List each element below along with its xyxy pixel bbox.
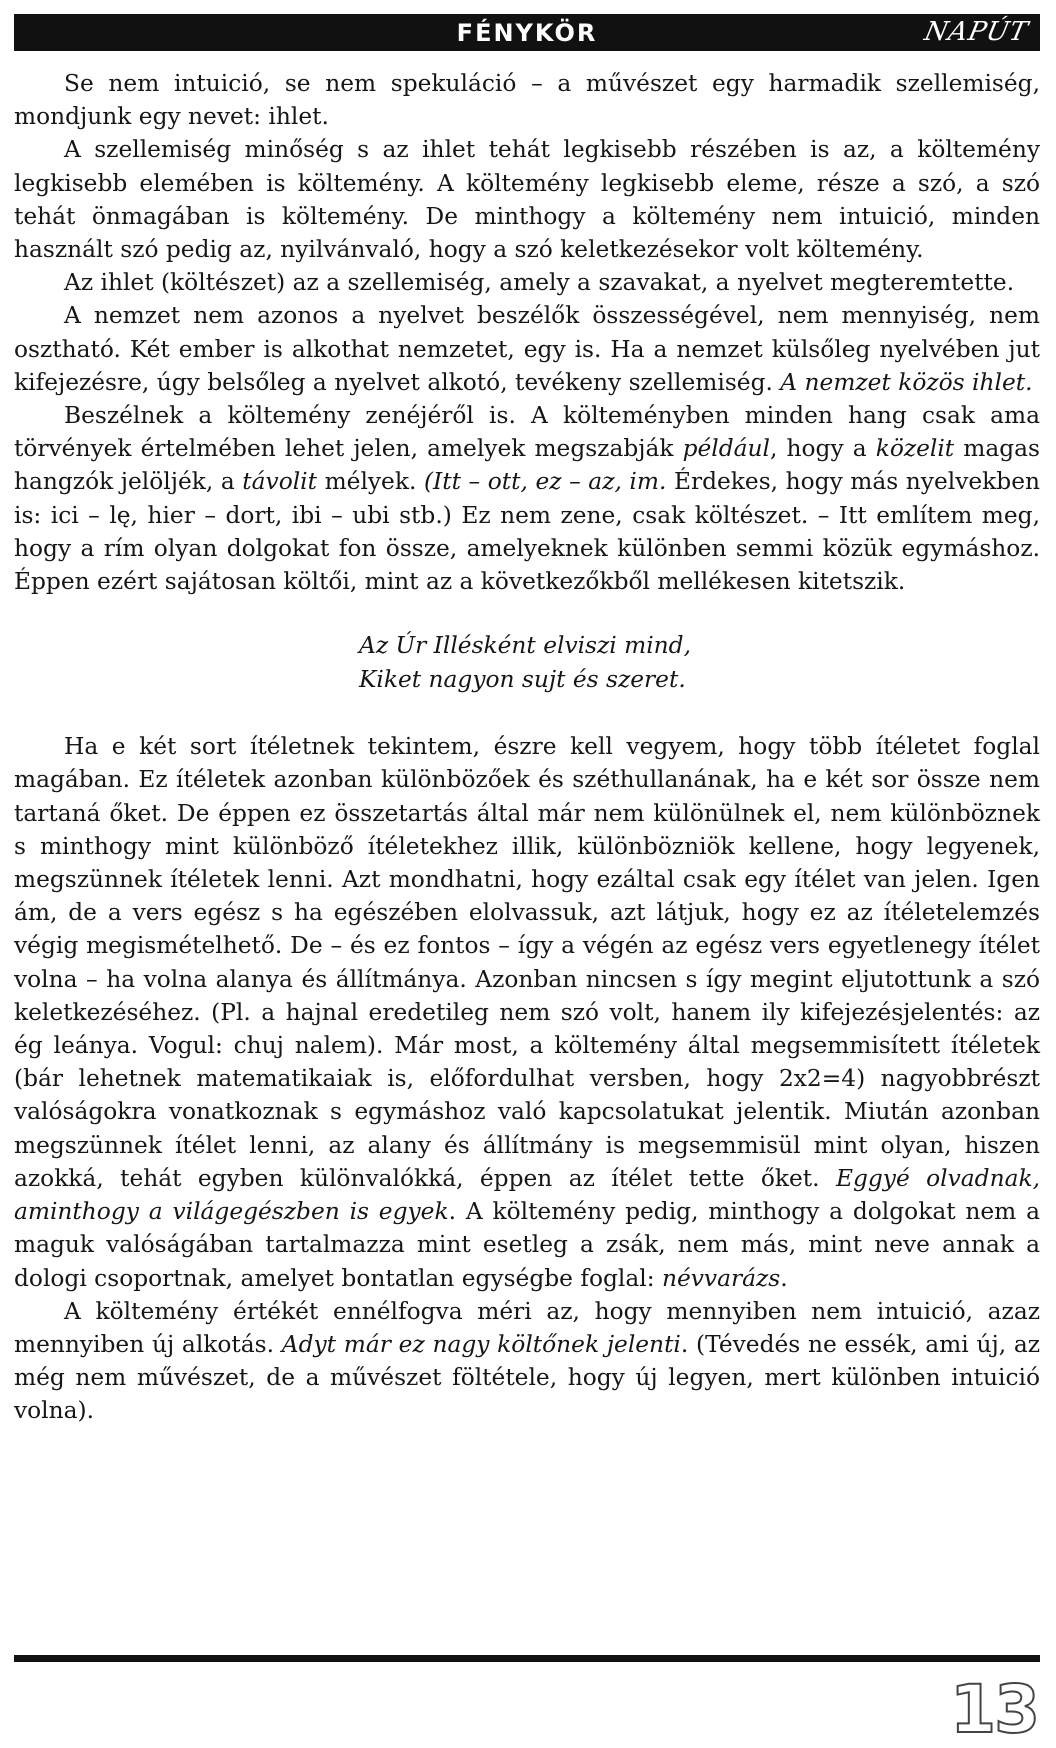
- paragraph-text: Érdekes, hogy más nyelvekben is: ici – lę, hier – dort, ibi – ubi stb.) Ez nem zene, csak költészet. – Itt említem meg, hogy a rím olyan dolgokat fon össze, amelyeknek különben semmi közük egymáshoz. Éppen ezért sajátosan költői, mint az a következőkből mellékesen kitetszik.: [14, 468, 1040, 596]
- verse-line: Az Úr Illésként elviszi mind,: [359, 632, 692, 660]
- paragraph-text: A nemzet nem azonos a nyelvet beszélők összességével, nem mennyiség, nem osztható. Két ember is alkothat nemzetet, egy is. Ha a nemzet külsőleg nyelvében jut kifejezésre, úgy belsőleg a nyelvet alkotó, tevékeny szellemiség.: [14, 302, 1040, 396]
- emphasis-text: Eggyé olvadnak, aminthogy a világegészben is egyek: [14, 1164, 1040, 1226]
- paragraph: [14, 1295, 1040, 1428]
- emphasis-text: közelit: [875, 435, 955, 463]
- page-number: 13: [950, 1671, 1038, 1748]
- paragraph: [14, 133, 1040, 266]
- emphasis-text: A nemzet közös ihlet.: [780, 368, 1033, 396]
- paragraph-text: , hogy a: [770, 435, 876, 463]
- paragraph: [14, 266, 1040, 299]
- emphasis-text: távolit: [242, 468, 317, 496]
- emphasis-text: Adyt már ez nagy költőnek jelenti: [281, 1330, 681, 1358]
- paragraph: [14, 730, 1040, 1294]
- paragraph-text: Beszélnek a költemény zenéjéről is. A költeményben minden hang csak ama törvények értelmében lehet jelen, amelyek megszabják: [14, 402, 1040, 463]
- paragraph-text: Az ihlet (költészet) az a szellemiség, amely a szavakat, a nyelvet megteremtette.: [64, 269, 1015, 297]
- verse-line: Kiket nagyon sujt és szeret.: [359, 666, 686, 694]
- paragraph-text: .: [780, 1264, 788, 1292]
- emphasis-text: (Itt – ott, ez – az, im.: [423, 468, 667, 496]
- header-bar: [14, 14, 1040, 51]
- paragraph-text: . (Tévedés ne essék, ami új, az még nem művészet, de a művészet föltétele, hogy új legyen, mert különben intuició volna).: [14, 1330, 1041, 1425]
- paragraph: [14, 299, 1040, 399]
- paragraph-text: . A költemény pedig, minthogy a dolgokat nem a maguk valóságában tartalmazza mint esetleg a zsák, nem más, mint neve annak a dologi csoportnak, amelyet bontatlan egységbe foglal:: [14, 1198, 1040, 1292]
- article-body: [14, 67, 1040, 1428]
- bottom-rule: [14, 1655, 1040, 1662]
- paragraphs-bottom: [14, 730, 1040, 1427]
- paragraph-text: magas hangzók jelöljék, a: [14, 435, 1041, 496]
- verse-quote: [14, 629, 1040, 697]
- section-title: FÉNYKÖR: [456, 19, 598, 47]
- magazine-logo: NAPÚT: [921, 17, 1032, 47]
- paragraph: [14, 399, 1040, 598]
- paragraph-text: Se nem intuició, se nem spekuláció – a művészet egy harmadik szellemiség, mondjunk egy nevet: ihlet.: [14, 70, 1040, 131]
- paragraphs-top: [14, 67, 1040, 598]
- emphasis-text: névvarázs: [661, 1264, 781, 1292]
- paragraph: [14, 67, 1040, 133]
- emphasis-text: például: [682, 435, 771, 463]
- paragraph-text: A költemény értékét ennélfogva méri az, hogy mennyiben nem intuició, azaz mennyiben új alkotás.: [14, 1297, 1040, 1358]
- paragraph-text: mélyek.: [317, 468, 424, 496]
- paragraph-text: Ha e két sort ítéletnek tekintem, észre kell vegyem, hogy több ítéletet foglal magában. Ez ítéletek azonban különbözőek és széthullanának, ha e két sor össze nem tartaná őket. De éppen ez összetartás által már nem különülnek el, nem különböznek s minthogy mint különböző ítéletekhez illik, különbözniök kellene, hogy legyenek, megszünnek ítéletek lenni. Azt mondhatni, hogy ezáltal csak egy ítélet van jelen. Igen ám, de a vers egész s ha egészében elolvassuk, azt látjuk, hogy ez az ítéletelemzés végig megismételhető. De – és ez fontos – így a végén az egész vers egyetlenegy ítélet volna – ha volna alanya és állítmánya. Azonban nincsen s így megint eljutottunk a szó keletkezéséhez. (Pl. a hajnal eredetileg nem szó volt, hanem ily kifejezésjelentés: az ég leánya. Vogul: chuj nalem). Már most, a költemény által megsemmisített ítéletek (bár lehetnek matematikaiak is, előfordulhat versben, hogy 2x2=4) nagyobbrészt valóságokra vonatkoznak s egymáshoz való kapcsolatukat jelentik. Miután azonban megszünnek ítélet lenni, az alany és állítmány is megsemmisül mint olyan, hiszen azokká, tehát egyben különvalókká, éppen az ítélet tette őket.: [14, 733, 1040, 1192]
- paragraph-text: A szellemiség minőség s az ihlet tehát legkisebb részében is az, a költemény legkisebb elemében is költemény. A költemény legkisebb eleme, része a szó, a szó tehát önmagában is költemény. De minthogy a költemény nem intuició, minden használt szó pedig az, nyilvánvaló, hogy a szó keletkezésekor volt költemény.: [14, 136, 1040, 264]
